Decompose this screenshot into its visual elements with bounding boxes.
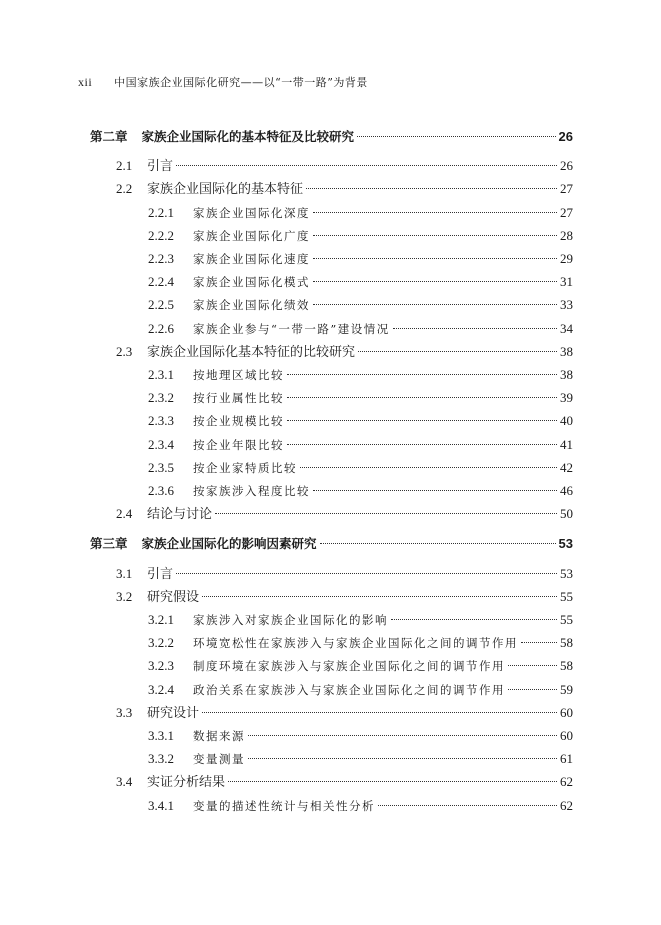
toc-subsection-row[interactable] [148,202,573,224]
toc-entry-page: 55 [560,588,573,604]
toc-subsection-row[interactable] [148,294,573,316]
toc-entry-page: 61 [560,751,573,767]
toc-entry-number: 2.2.4 [148,274,174,290]
toc-entry-number: 2.3.6 [148,483,174,498]
dot-leader [300,467,557,468]
toc-entry-number: 2.2.6 [148,320,174,336]
toc-subsection-row[interactable] [148,225,573,247]
toc-entry-page: 62 [560,774,573,790]
toc-entry-number: 3.3.1 [148,728,174,743]
page-number: xii [78,75,93,89]
toc-entry-page: 27 [560,204,573,220]
toc-entry-number: 2.3.4 [148,436,174,452]
toc-chapter-row[interactable] [90,533,573,555]
toc-entry-number: 2.3 [116,343,133,359]
toc-entry-title: 变量的描述性统计与相关性分析 [193,798,375,813]
dot-leader [358,351,557,352]
toc-entry-number: 3.1 [116,565,133,581]
toc-subsection-row[interactable] [148,364,573,386]
running-head [78,74,368,90]
toc-entry-number: 2.3.2 [148,390,174,406]
toc-section-row[interactable] [116,341,573,363]
toc-entry-title: 研究设计 [147,705,200,721]
toc-section-row[interactable] [116,563,573,585]
toc-entry-page: 53 [560,565,573,581]
toc-entry-number: 2.2.5 [148,297,174,313]
toc-entry-number: 2.2.3 [148,251,174,266]
dot-leader [313,235,557,236]
toc-subsection-row[interactable] [148,632,573,654]
toc-entry-number: 2.1 [116,158,133,174]
dot-leader [228,781,557,782]
toc-entry-title: 家族企业国际化速度 [193,252,310,266]
toc-entry-title: 家族企业国际化基本特征的比较研究 [147,344,356,360]
toc-entry-page: 27 [560,181,573,197]
toc-subsection-row[interactable] [148,387,573,409]
toc-section-row[interactable] [116,155,573,177]
dot-leader [176,165,557,166]
toc-entry-title: 家族企业国际化的影响因素研究 [141,536,317,552]
toc-entry-number: 2.2 [116,181,133,197]
dot-leader [248,735,557,736]
toc-entry-number: 2.3.1 [148,367,174,382]
toc-entry-page: 59 [560,681,573,697]
dot-leader [313,212,557,213]
toc-entry-page: 40 [560,413,573,429]
toc-entry-page: 58 [560,635,573,651]
toc-entry-number: 2.2.2 [148,227,174,243]
toc-entry-page: 60 [560,728,573,743]
toc-subsection-row[interactable] [148,679,573,701]
toc-entry-title: 按家族涉入程度比较 [193,484,310,498]
toc-entry-number: 3.3.2 [148,751,174,767]
toc-subsection-row[interactable] [148,271,573,293]
toc-section-row[interactable] [116,771,573,793]
toc-entry-number: 3.2.3 [148,658,174,674]
toc-entry-title: 按企业年限比较 [193,437,284,452]
toc-entry-title: 引言 [147,566,174,582]
dot-leader [393,328,557,329]
dot-leader [313,304,557,305]
dot-leader [313,281,557,282]
dot-leader [320,543,556,544]
toc-subsection-row[interactable] [148,248,573,270]
toc-entry-title: 研究假设 [147,589,200,605]
toc-entry-page: 62 [560,797,573,813]
toc-entry-page: 33 [560,297,573,313]
toc-entry-number: 2.2.1 [148,204,174,220]
toc-section-row[interactable] [116,178,573,200]
toc-entry-page: 55 [560,612,573,627]
toc-entry-title: 按地理区域比较 [193,368,284,382]
toc-entry-page: 26 [558,129,573,144]
toc-subsection-row[interactable] [148,609,573,631]
dot-leader [287,420,557,421]
dot-leader [248,758,557,759]
running-head-title: 中国家族企业国际化研究——以“一带一路”为背景 [114,76,368,89]
toc-entry-title: 家族企业国际化广度 [193,228,310,243]
dot-leader [287,444,557,445]
toc-entry-page: 42 [560,459,573,475]
toc-entry-number: 3.4.1 [148,797,174,813]
toc-entry-title: 数据来源 [193,729,245,743]
toc-entry-page: 58 [560,658,573,674]
toc-entry-title: 实证分析结果 [147,775,226,791]
toc-entry-page: 34 [560,320,573,336]
toc-entry-number: 2.4 [116,506,133,522]
toc-entry-title: 按企业家特质比较 [193,460,297,475]
toc-entry-title: 引言 [147,159,174,175]
toc-entry-number: 3.3 [116,704,133,720]
toc-entry-page: 50 [560,506,573,522]
toc-subsection-row[interactable] [148,457,573,479]
toc-entry-page: 29 [560,251,573,266]
toc-entry-title: 家族企业国际化绩效 [193,298,310,313]
dot-leader [202,712,557,713]
dot-leader [508,689,557,690]
toc-entry-title: 家族企业参与“一带一路”建设情况 [193,321,390,336]
toc-entry-page: 38 [560,343,573,359]
dot-leader [215,513,557,514]
toc-subsection-row[interactable] [148,748,573,770]
toc-entry-title: 家族企业国际化的基本特征 [147,182,304,198]
dot-leader [313,258,557,259]
toc-entry-title: 按行业属性比较 [193,391,284,406]
toc-entry-title: 按企业规模比较 [193,414,284,429]
toc-entry-page: 39 [560,390,573,406]
toc-entry-page: 53 [558,536,573,552]
toc-subsection-row[interactable] [148,480,573,502]
toc-entry-title: 家族涉入对家族企业国际化的影响 [193,613,388,627]
dot-leader [287,374,557,375]
toc-subsection-row[interactable] [148,725,573,747]
toc-subsection-row[interactable] [148,434,573,456]
toc-entry-number: 3.2 [116,588,133,604]
toc-entry-number: 3.4 [116,774,133,790]
toc-subsection-row[interactable] [148,655,573,677]
toc-entry-title: 环境宽松性在家族涉入与家族企业国际化之间的调节作用 [193,636,518,651]
toc-entry-number: 3.2.4 [148,681,174,697]
toc-entry-page: 38 [560,367,573,382]
toc-subsection-row[interactable] [148,318,573,340]
toc-entry-title: 变量测量 [193,752,245,767]
toc-entry-title: 家族企业国际化的基本特征及比较研究 [141,129,355,144]
toc-entry-page: 26 [560,158,573,174]
toc-entry-title: 家族企业国际化模式 [193,275,310,290]
dot-leader [287,397,557,398]
toc-entry-number: 第二章 [90,129,128,144]
toc-entry-title: 政治关系在家族涉入与家族企业国际化之间的调节作用 [193,682,505,697]
toc-section-row[interactable] [116,702,573,724]
toc-entry-page: 60 [560,704,573,720]
toc-entry-number: 第三章 [90,536,128,552]
toc-subsection-row[interactable] [148,410,573,432]
toc-entry-title: 结论与讨论 [147,507,213,523]
dot-leader [521,642,557,643]
toc-entry-number: 2.3.3 [148,413,174,429]
toc-entry-page: 46 [560,483,573,498]
dot-leader [176,573,557,574]
dot-leader [391,619,557,620]
toc-entry-number: 3.2.1 [148,612,174,627]
toc-entry-number: 2.3.5 [148,459,174,475]
toc-entry-page: 31 [560,274,573,290]
toc-entry-number: 3.2.2 [148,635,174,651]
toc-chapter-row[interactable] [90,126,573,148]
dot-leader [357,136,556,137]
toc-entry-page: 41 [560,436,573,452]
dot-leader [202,596,557,597]
dot-leader [313,490,557,491]
toc-entry-page: 28 [560,227,573,243]
dot-leader [306,188,557,189]
toc-entry-title: 制度环境在家族涉入与家族企业国际化之间的调节作用 [193,659,505,674]
dot-leader [508,665,557,666]
toc-subsection-row[interactable] [148,795,573,817]
toc-section-row[interactable] [116,503,573,525]
toc-entry-title: 家族企业国际化深度 [193,205,310,220]
dot-leader [378,805,557,806]
toc-section-row[interactable] [116,586,573,608]
